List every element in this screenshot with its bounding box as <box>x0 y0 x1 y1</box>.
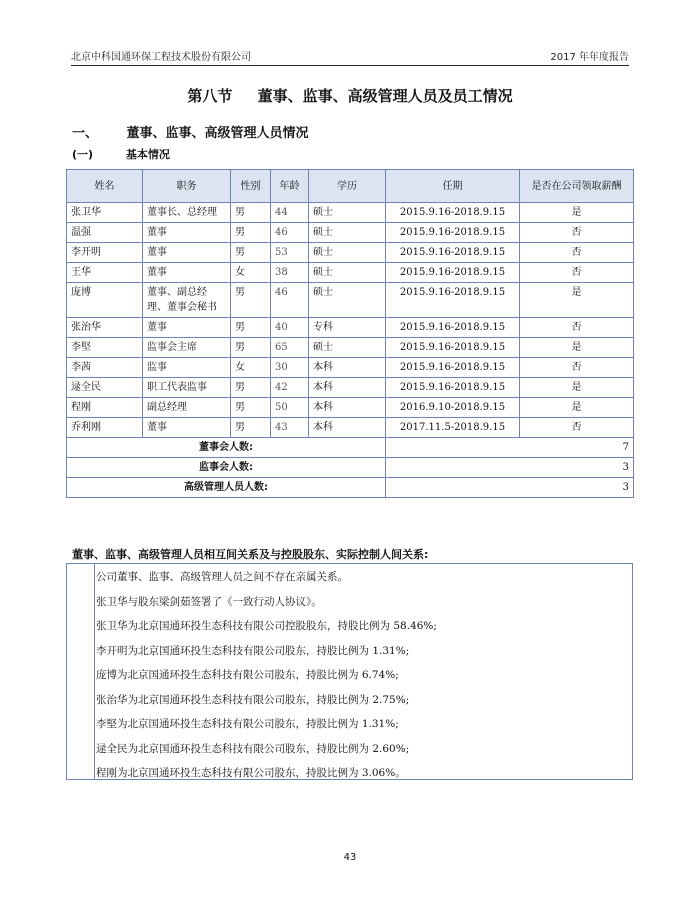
cell-term: 2016.9.10-2018.9.15 <box>386 398 520 418</box>
relations-line: 张治华为北京国通环投生态科技有限公司股东，持股比例为 2.75%; <box>96 693 410 706</box>
cell-gender: 男 <box>231 338 271 358</box>
cell-paid: 是 <box>520 283 634 318</box>
cell-gender: 男 <box>231 398 271 418</box>
cell-name: 乔利刚 <box>67 418 143 438</box>
page-number: 43 <box>343 852 357 863</box>
table-row <box>67 263 634 283</box>
cell-paid: 是 <box>520 203 634 223</box>
cell-gender: 女 <box>231 263 271 283</box>
cell-name: 程刚 <box>67 398 143 418</box>
cell-name: 温强 <box>67 223 143 243</box>
relations-divider <box>94 564 95 779</box>
cell-paid: 是 <box>520 338 634 358</box>
cell-position: 董事 <box>143 418 231 438</box>
cell-gender: 男 <box>231 203 271 223</box>
cell-paid: 否 <box>520 358 634 378</box>
table-row <box>67 243 634 263</box>
cell-term: 2015.9.16-2018.9.15 <box>386 243 520 263</box>
cell-paid: 是 <box>520 378 634 398</box>
relations-line: 逯全民为北京国通环投生态科技有限公司股东，持股比例为 2.60%; <box>96 742 410 755</box>
relations-line: 李堅为北京国通环投生态科技有限公司股东，持股比例为 1.31%; <box>96 718 399 730</box>
section-heading: 董事、监事、高级管理人员及员工情况 <box>257 87 513 105</box>
table-row <box>67 338 634 358</box>
cell-name: 张治华 <box>67 318 143 338</box>
cell-age: 40 <box>271 318 309 338</box>
column-header: 年龄 <box>271 170 309 203</box>
cell-term: 2015.9.16-2018.9.15 <box>386 338 520 358</box>
cell-age: 42 <box>271 378 309 398</box>
summary-value: 3 <box>386 458 634 478</box>
cell-position: 董事、副总经理、董事会秘书 <box>143 283 231 318</box>
cell-name: 王华 <box>67 263 143 283</box>
cell-paid: 是 <box>520 398 634 418</box>
table-header-row <box>67 170 634 203</box>
cell-age: 46 <box>271 223 309 243</box>
cell-education: 硕士 <box>309 243 386 263</box>
cell-term: 2015.9.16-2018.9.15 <box>386 378 520 398</box>
cell-gender: 男 <box>231 223 271 243</box>
cell-education: 硕士 <box>309 263 386 283</box>
cell-education: 硕士 <box>309 203 386 223</box>
relations-heading: 董事、监事、高级管理人员相互间关系及与控股股东、实际控制人间关系: <box>72 548 429 561</box>
cell-gender: 男 <box>231 378 271 398</box>
cell-paid: 否 <box>520 418 634 438</box>
cell-age: 53 <box>271 243 309 263</box>
relations-box <box>66 563 633 780</box>
header-report: 2017 年年度报告 <box>550 52 629 63</box>
heading-1-number: 一、 <box>72 126 99 141</box>
cell-term: 2015.9.16-2018.9.15 <box>386 203 520 223</box>
relations-list <box>96 570 622 791</box>
relations-line: 程刚为北京国通环投生态科技有限公司股东，持股比例为 3.06%。 <box>96 767 406 779</box>
cell-education: 硕士 <box>309 283 386 318</box>
cell-position: 职工代表监事 <box>143 378 231 398</box>
cell-position: 副总经理 <box>143 398 231 418</box>
summary-label: 董事会人数: <box>67 438 386 458</box>
cell-education: 硕士 <box>309 338 386 358</box>
cell-education: 本科 <box>309 358 386 378</box>
column-header: 是否在公司领取薪酬 <box>520 170 634 203</box>
summary-row-supervisors <box>67 458 634 478</box>
column-header: 职务 <box>143 170 231 203</box>
summary-label: 监事会人数: <box>67 458 386 478</box>
management-table <box>66 169 634 498</box>
cell-term: 2017.11.5-2018.9.15 <box>386 418 520 438</box>
cell-paid: 否 <box>520 318 634 338</box>
heading-2 <box>72 146 170 162</box>
cell-position: 董事长、总经理 <box>143 203 231 223</box>
table-row <box>67 418 634 438</box>
column-header: 性别 <box>231 170 271 203</box>
relations-line: 张卫华为北京国通环投生态科技有限公司控股股东，持股比例为 58.46%; <box>96 620 437 632</box>
table-row <box>67 283 634 318</box>
summary-label: 高级管理人员人数: <box>67 478 386 498</box>
summary-row-executives <box>67 478 634 498</box>
cell-gender: 男 <box>231 243 271 263</box>
cell-position: 监事 <box>143 358 231 378</box>
column-header: 任期 <box>386 170 520 203</box>
relations-line: 李开明为北京国通环投生态科技有限公司股东，持股比例为 1.31%; <box>96 644 410 657</box>
table-row <box>67 203 634 223</box>
cell-paid: 否 <box>520 223 634 243</box>
cell-age: 46 <box>271 283 309 318</box>
cell-gender: 男 <box>231 418 271 438</box>
cell-term: 2015.9.16-2018.9.15 <box>386 358 520 378</box>
relations-line: 庞博为北京国通环投生态科技有限公司股东，持股比例为 6.74%; <box>96 669 399 681</box>
heading-2-title: 基本情况 <box>125 148 170 161</box>
cell-age: 43 <box>271 418 309 438</box>
summary-value: 3 <box>386 478 634 498</box>
table-row <box>67 223 634 243</box>
cell-education: 本科 <box>309 418 386 438</box>
cell-gender: 男 <box>231 318 271 338</box>
cell-position: 董事 <box>143 263 231 283</box>
cell-name: 李茜 <box>67 358 143 378</box>
cell-education: 本科 <box>309 398 386 418</box>
section-title <box>0 85 700 106</box>
cell-position: 董事 <box>143 223 231 243</box>
cell-age: 38 <box>271 263 309 283</box>
cell-age: 65 <box>271 338 309 358</box>
relations-line: 张卫华与股东梁剑茹签署了《一致行动人协议》。 <box>96 595 322 608</box>
relations-line: 公司董事、监事、高级管理人员之间不存在亲属关系。 <box>96 571 348 583</box>
cell-name: 庞博 <box>67 283 143 318</box>
column-header: 学历 <box>309 170 386 203</box>
heading-2-number: (一) <box>72 148 94 161</box>
cell-term: 2015.9.16-2018.9.15 <box>386 263 520 283</box>
column-header: 姓名 <box>67 170 143 203</box>
cell-gender: 女 <box>231 358 271 378</box>
cell-education: 本科 <box>309 378 386 398</box>
cell-education: 硕士 <box>309 223 386 243</box>
table-row <box>67 398 634 418</box>
cell-age: 50 <box>271 398 309 418</box>
section-number: 第八节 <box>187 87 233 105</box>
cell-term: 2015.9.16-2018.9.15 <box>386 283 520 318</box>
cell-position: 监事会主席 <box>143 338 231 358</box>
header-company: 北京中科国通环保工程技术股份有限公司 <box>71 52 251 63</box>
cell-term: 2015.9.16-2018.9.15 <box>386 223 520 243</box>
cell-name: 逯全民 <box>67 378 143 398</box>
page-header <box>71 45 629 66</box>
cell-position: 董事 <box>143 318 231 338</box>
cell-term: 2015.9.16-2018.9.15 <box>386 318 520 338</box>
cell-paid: 否 <box>520 243 634 263</box>
table-row <box>67 378 634 398</box>
summary-value: 7 <box>386 438 634 458</box>
cell-gender: 男 <box>231 283 271 318</box>
cell-age: 30 <box>271 358 309 378</box>
table-row <box>67 318 634 338</box>
cell-name: 李开明 <box>67 243 143 263</box>
cell-position: 董事 <box>143 243 231 263</box>
cell-education: 专科 <box>309 318 386 338</box>
cell-paid: 否 <box>520 263 634 283</box>
table-row <box>67 358 634 378</box>
heading-1-title: 董事、监事、高级管理人员情况 <box>126 126 309 141</box>
cell-age: 44 <box>271 203 309 223</box>
cell-name: 李堅 <box>67 338 143 358</box>
summary-row-directors <box>67 438 634 458</box>
heading-1 <box>72 122 309 141</box>
cell-name: 张卫华 <box>67 203 143 223</box>
